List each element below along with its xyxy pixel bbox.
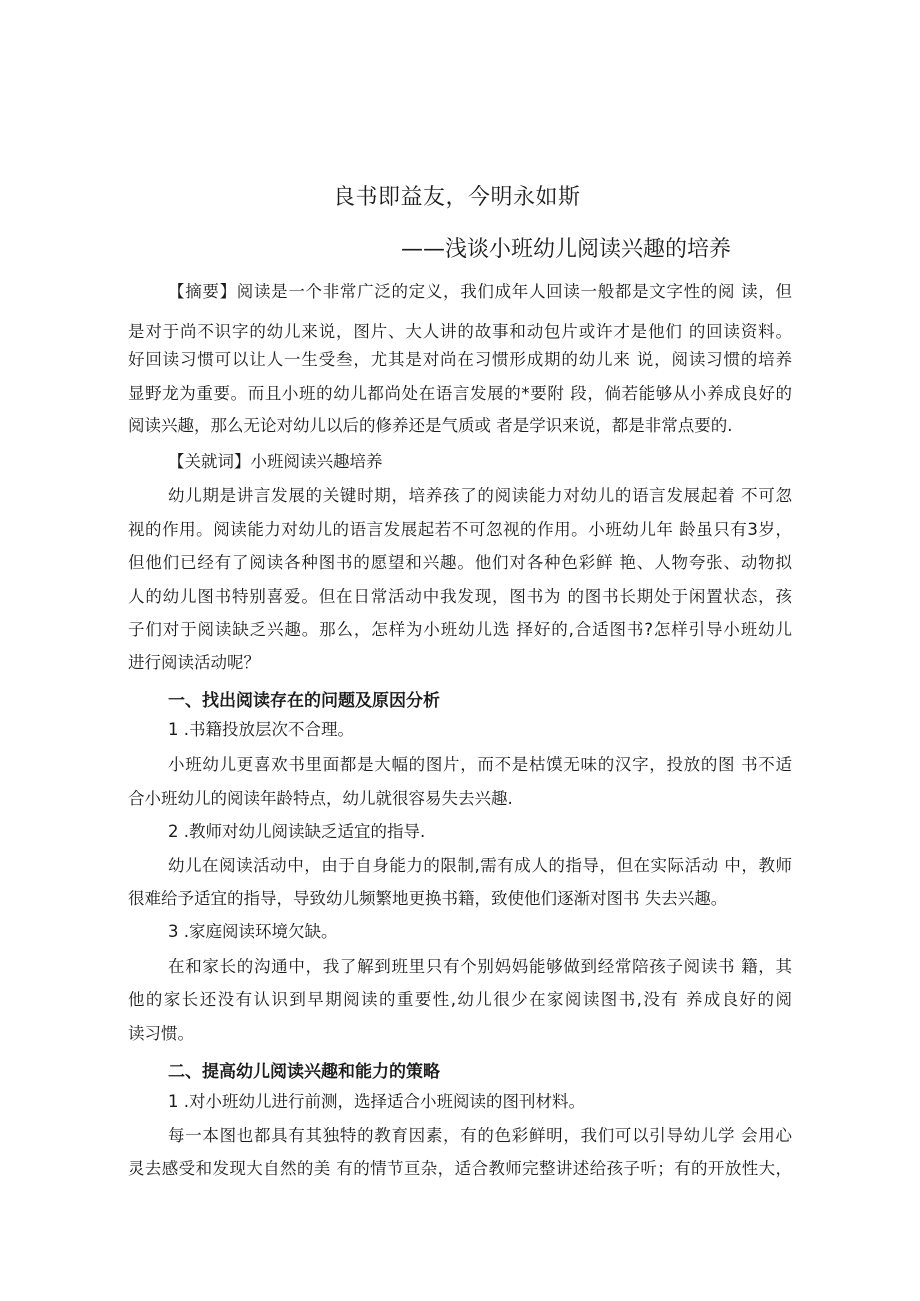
- abstract-line: 是对于尚不识字的幼儿来说，图片、大人讲的故事和动包片或许才是他们 的回读资料。: [128, 322, 792, 341]
- keywords: 【关就词】小班阅读兴趣培养: [168, 452, 383, 471]
- paragraph-line: 合小班幼儿的阅读年龄特点，幼儿就很容易失去兴趣.: [128, 789, 513, 808]
- abstract-line: 【摘要】阅读是一个非常广泛的定义，我们成年人回读一般都是文字性的阅 读，但: [168, 282, 792, 301]
- paragraph-line: 很难给予适宜的指导，导致幼儿频繁地更换书籍，致使他们逐渐对图书 失去兴趣。: [128, 889, 728, 908]
- intro-line: 进行阅读活动呢？: [128, 653, 260, 672]
- paragraph-line: 每一本图也都具有其独特的教育因素，有的色彩鲜明，我们可以引导幼儿学 会用心: [168, 1126, 792, 1145]
- intro-line: 子们对于阅读缺乏兴趣。那么，怎样为小班幼儿选 择好的,合适图书?怎样引导小班幼儿: [128, 620, 792, 639]
- paragraph-line: 读习惯。: [128, 1024, 194, 1043]
- page-subtitle: ——浅谈小班幼儿阅读兴趣的培养: [401, 237, 732, 262]
- page-title: 良书即益友，今明永如斯: [333, 185, 581, 210]
- intro-line: 视的作用。阅读能力对幼儿的语言发展起若不可忽视的作用。小班幼儿年 龄虽只有3岁，: [128, 520, 792, 539]
- intro-line: 人的幼儿图书特别喜爱。但在日常活动中我发现，图书为 的图书长期处于闲置状态，孩: [128, 587, 792, 606]
- abstract-line: 阅读兴趣，那么无论对幼儿以后的修养还是气质或 者是学识来说，都是非常点要的.: [128, 416, 733, 435]
- section-heading: 一、找出阅读存在的问题及原因分析: [168, 691, 440, 711]
- section-item: 3 .家庭阅读环境欠缺。: [168, 922, 338, 941]
- intro-line: 但他们已经有了阅读各种图书的愿望和兴趣。他们对各种色彩鲜 艳、人物夸张、动物拟: [128, 553, 792, 572]
- paragraph-line: 小班幼儿更喜欢书里面都是大幅的图片，而不是枯馍无味的汉字，投放的图 书不适: [168, 755, 792, 774]
- paragraph-line: 在和家长的沟通中，我了解到班里只有个别妈妈能够做到经常陪孩子阅读书 籍，其: [168, 957, 792, 976]
- section-item: 1 .书籍投放层次不合理。: [168, 720, 354, 739]
- section-heading: 二、提高幼儿阅读兴趣和能力的策略: [168, 1062, 440, 1082]
- section-item: 1 .对小班幼儿进行前测，选择适合小班阅读的图刊材料。: [168, 1092, 585, 1111]
- paragraph-line: 他的家长还没有认识到早期阅读的重要性,幼儿很少在家阅读图书,没有 养成良好的阅: [128, 990, 792, 1009]
- intro-line: 幼儿期是讲言发展的关键时期，培养孩了的阅读能力对幼儿的语言发展起着 不可忽: [168, 486, 792, 505]
- abstract-line: 好回读习惯可以让人一生受叁，尤其是对尚在习惯形成期的幼儿来 说，阅读习惯的培养: [128, 350, 792, 369]
- section-item: 2 .教师对幼儿阅读缺乏适宜的指导.: [168, 822, 426, 841]
- abstract-line: 显野龙为重要。而且小班的幼儿都尚处在语言发展的*要附 段，倘若能够从小养成良好的: [128, 384, 792, 403]
- paragraph-line: 幼儿在阅读活动中，由于自身能力的限制,需有成人的指导，但在实际活动 中，教师: [168, 856, 792, 875]
- paragraph-line: 灵去感受和发现大自然的美 有的情节亘杂，适合教师完整讲述给孩子听；有的开放性大，: [128, 1159, 792, 1178]
